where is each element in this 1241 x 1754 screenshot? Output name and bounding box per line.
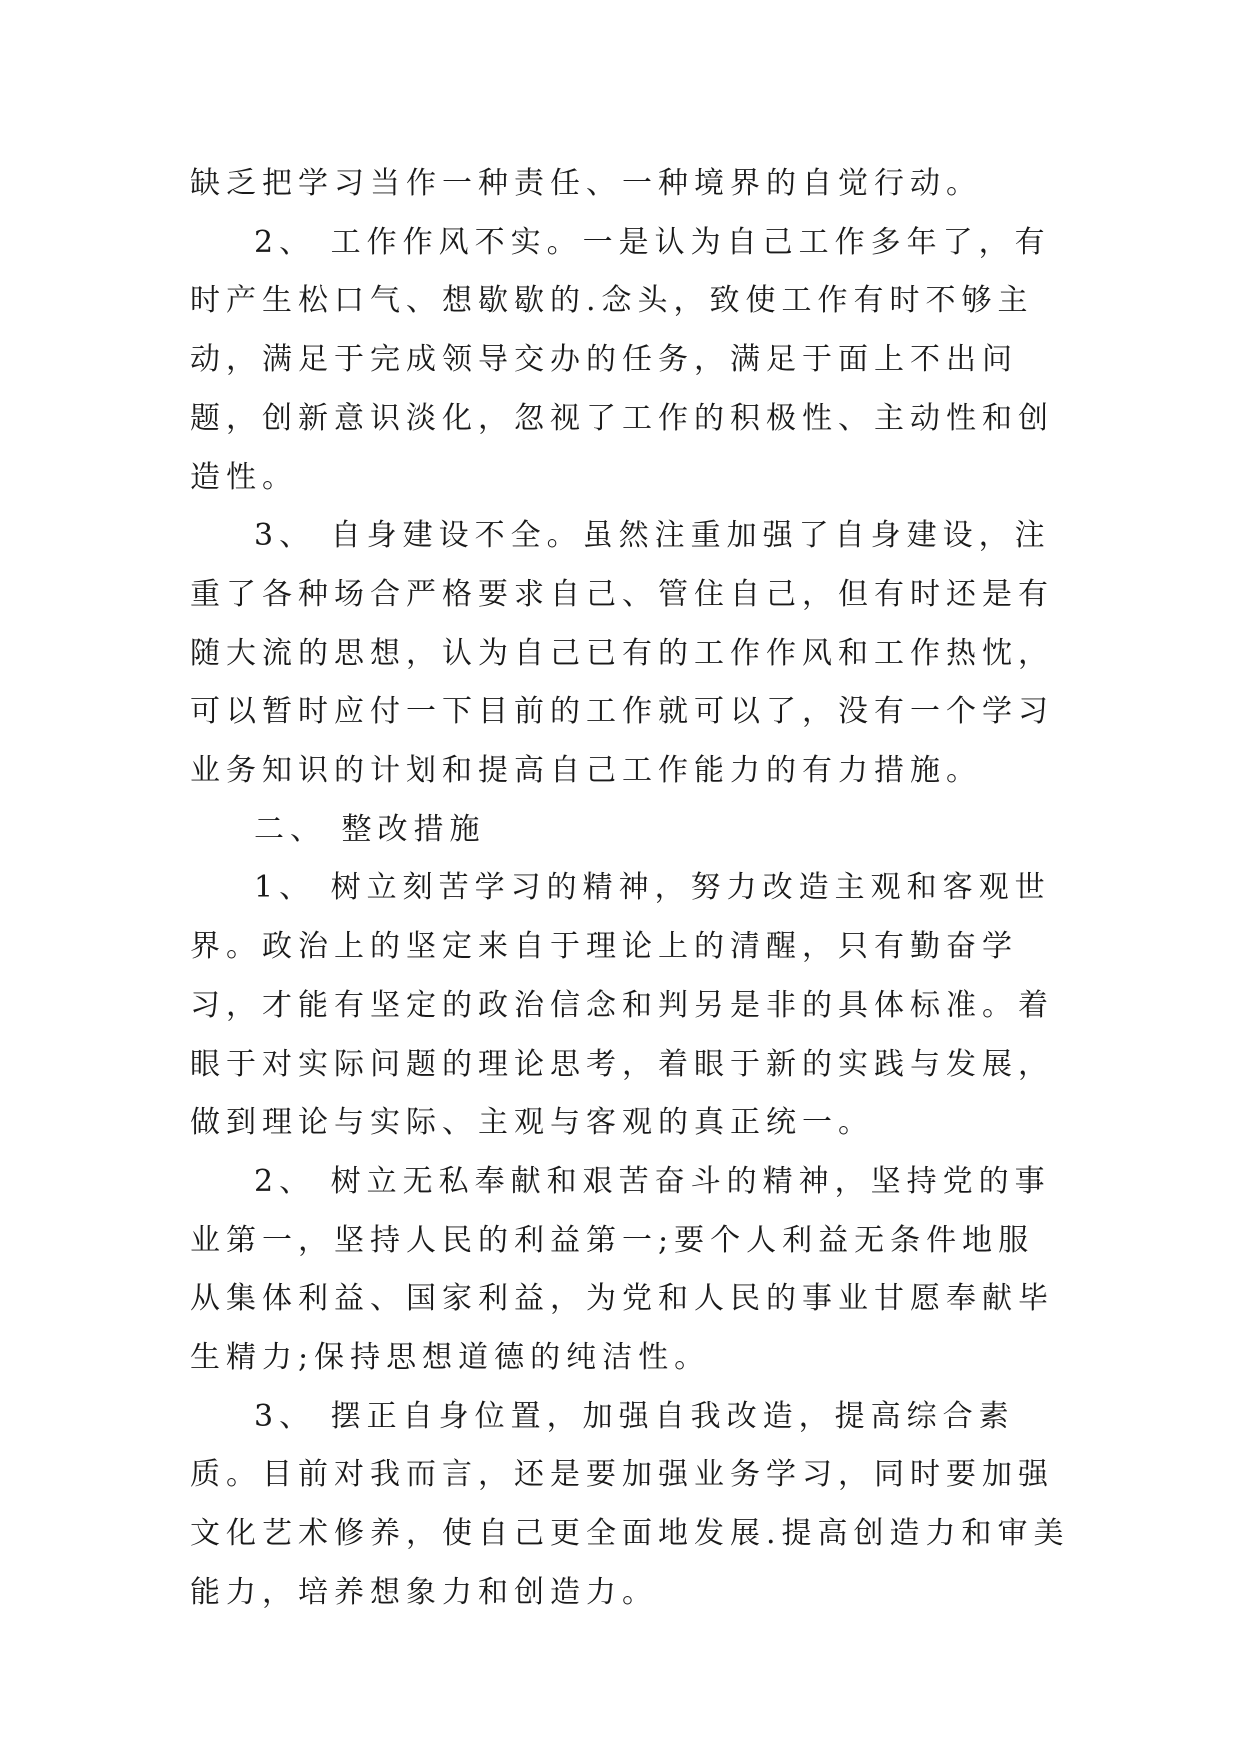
paragraph-continuation: 缺乏把学习当作一种责任、一种境界的自觉行动。 — [190, 166, 982, 201]
document-body — [190, 155, 1070, 1623]
paragraph-measure-2: 2、 树立无私奉献和艰苦奋斗的精神，坚持党的事业第一，坚持人民的利益第一;要个人利益无条件地服从集体利益、国家利益，为党和人民的事业甘愿奉献毕生精力;保持思想道德的纯洁性。 — [190, 1163, 1054, 1376]
paragraph-measure-1: 1、 树立刻苦学习的精神，努力改造主观和客观世界。政治上的坚定来自于理论上的清醒，只有勤奋学习，才能有坚定的政治信念和判另是非的具体标准。着眼于对实际问题的理论思考，着眼于新的实践与发展，做到理论与实际、主观与客观的真正统一。 — [190, 870, 1054, 1141]
paragraph-item-3-self-building: 3、 自身建设不全。虽然注重加强了自身建设，注重了各种场合严格要求自己、管住自己，但有时还是有随大流的思想，认为自己已有的工作作风和工作热忱，可以暂时应付一下目前的工作就可以了，没有一个学习业务知识的计划和提高自己工作能力的有力措施。 — [190, 518, 1054, 789]
paragraph-item-2-work-style: 2、 工作作风不实。一是认为自己工作多年了，有时产生松口气、想歇歇的.念头，致使工作有时不够主动，满足于完成领导交办的任务，满足于面上不出问题，创新意识淡化，忽视了工作的积极性、主动性和创造性。 — [190, 224, 1054, 495]
paragraph-measure-3: 3、 摆正自身位置，加强自我改造，提高综合素质。目前对我而言，还是要加强业务学习，同时要加强文化艺术修养，使自己更全面地发展.提高创造力和审美能力，培养想象力和创造力。 — [190, 1398, 1070, 1610]
section-heading-rectification: 二、 整改措施 — [254, 811, 486, 847]
